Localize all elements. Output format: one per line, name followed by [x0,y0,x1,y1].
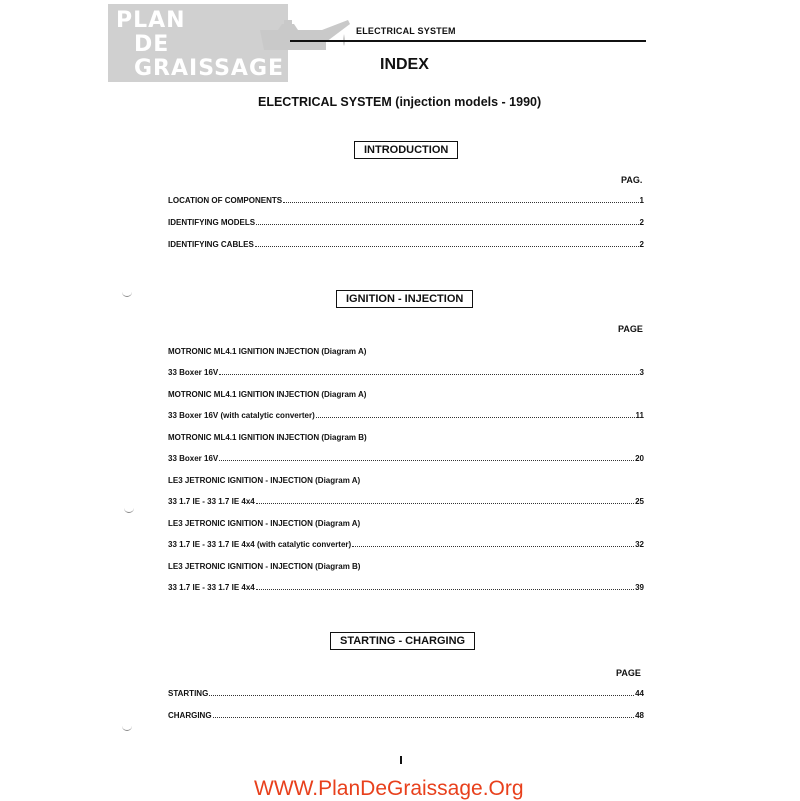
scan-mark [122,292,132,297]
leader-dots [316,416,635,418]
toc-entry-label: IDENTIFYING MODELS [168,218,256,227]
logo-text-graissage: GRAISSAGE [134,56,285,81]
toc-entry-label: 33 1.7 IE - 33 1.7 IE 4x4 [168,497,255,506]
toc-entry[interactable] [168,218,644,227]
leader-dots [219,373,638,375]
toc-entry[interactable] [168,497,644,506]
toc-entry-page: 11 [635,411,644,420]
toc-entry-page: 32 [635,540,644,549]
toc-entry-label: LOCATION OF COMPONENTS [168,196,283,205]
leader-dots [256,223,638,225]
scan-mark [124,508,134,513]
toc-entry[interactable] [168,689,644,698]
toc-group-heading: LE3 JETRONIC IGNITION - INJECTION (Diagram A) [168,519,361,528]
toc-entry[interactable] [168,711,644,720]
toc-group-heading: MOTRONIC ML4.1 IGNITION INJECTION (Diagram A) [168,347,367,356]
oil-can-icon [258,16,354,60]
index-title: INDEX [380,56,429,73]
toc-entry-label: STARTING [168,689,209,698]
toc-group-heading: LE3 JETRONIC IGNITION - INJECTION (Diagram B) [168,562,361,571]
section-header: ELECTRICAL SYSTEM [356,26,456,36]
leader-dots [209,694,634,696]
toc-entry[interactable] [168,240,644,249]
toc-entry-label: CHARGING [168,711,212,720]
toc-entry-page: 44 [635,689,644,698]
toc-entry-page: 1 [639,196,644,205]
toc-entry-label: 33 Boxer 16V (with catalytic converter) [168,411,315,420]
toc-entry-page: 2 [639,218,644,227]
toc-entry-page: 20 [635,454,644,463]
page-column-label: PAGE [618,324,643,334]
page-column-label: PAGE [616,668,641,678]
toc-group-heading: MOTRONIC ML4.1 IGNITION INJECTION (Diagram A) [168,390,367,399]
toc-entry[interactable] [168,454,644,463]
toc-group-heading: LE3 JETRONIC IGNITION - INJECTION (Diagram A) [168,476,361,485]
toc-entry-label: IDENTIFYING CABLES [168,240,254,249]
page-column-label: PAG. [621,175,643,185]
leader-dots [283,201,638,203]
section-title-ignition-injection: IGNITION - INJECTION [336,290,473,308]
page-number [400,756,402,764]
toc-entry-page: 2 [639,240,644,249]
scan-mark [122,726,132,731]
logo-text-de: DE [134,32,170,57]
toc-entry-page: 25 [635,497,644,506]
leader-dots [256,588,634,590]
toc-group-heading: MOTRONIC ML4.1 IGNITION INJECTION (Diagram B) [168,433,367,442]
leader-dots [213,716,635,718]
toc-entry[interactable] [168,411,644,420]
toc-entry-page: 48 [635,711,644,720]
website-url-link[interactable]: WWW.PlanDeGraissage.Org [254,777,524,800]
toc-entry-label: 33 1.7 IE - 33 1.7 IE 4x4 [168,583,255,592]
logo-text-plan: PLAN [116,8,186,33]
toc-entry[interactable] [168,368,644,377]
header-rule [290,40,646,42]
leader-dots [256,502,634,504]
toc-entry[interactable] [168,583,644,592]
leader-dots [352,545,634,547]
toc-entry-label: 33 Boxer 16V [168,454,219,463]
toc-entry-page: 39 [635,583,644,592]
toc-entry[interactable] [168,196,644,205]
toc-entry-page: 3 [639,368,644,377]
leader-dots [255,245,639,247]
section-title-introduction: INTRODUCTION [354,141,458,159]
toc-entry-label: 33 1.7 IE - 33 1.7 IE 4x4 (with catalytic converter) [168,540,352,549]
document-title: ELECTRICAL SYSTEM (injection models - 1990) [258,95,542,109]
toc-entry-label: 33 Boxer 16V [168,368,219,377]
toc-entry[interactable] [168,540,644,549]
leader-dots [219,459,634,461]
section-title-starting-charging: STARTING - CHARGING [330,632,475,650]
